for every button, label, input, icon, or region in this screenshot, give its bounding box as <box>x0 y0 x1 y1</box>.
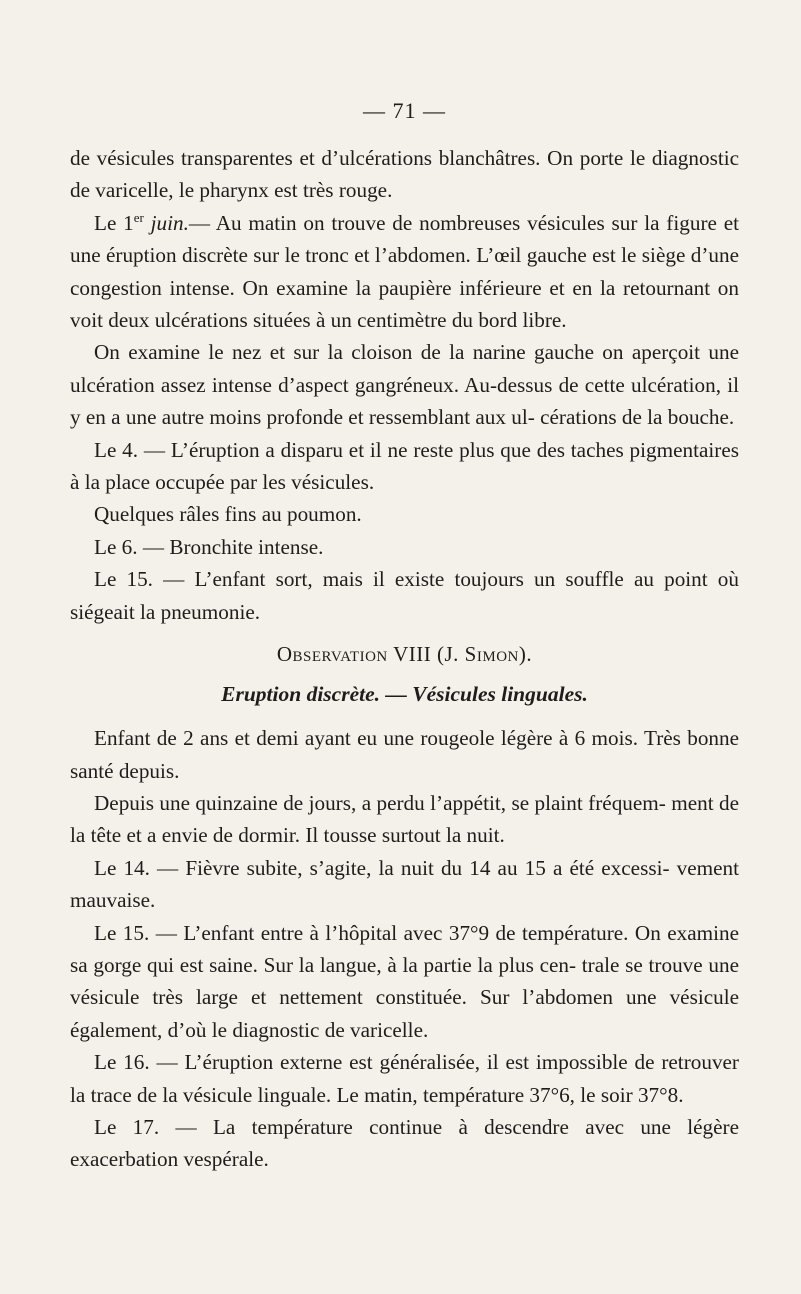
paragraph-day-14: Le 14. — Fièvre subite, s’agite, la nuit du 14 au 15 a été excessi- vement mauvaise. <box>70 855 739 913</box>
paragraph-day-4: Le 4. — L’éruption a disparu et il ne reste plus que des taches pigmentaires à la place occupée par les vésicules. <box>70 437 739 495</box>
date-day: 1 <box>123 210 134 235</box>
paragraph-day-6: Le 6. — Bronchite intense. <box>94 534 324 559</box>
paragraph-day-15: Le 15. — L’enfant sort, mais il existe toujours un souffle au point où siégeait la pneumonie. <box>70 567 739 624</box>
observation-subtitle: Eruption discrète. — Vésicules linguales. <box>221 682 588 707</box>
paragraph-day-17: Le 17. — La température continue à descendre avec une légère exacerbation vespérale. <box>70 1114 739 1172</box>
paragraph-continuation: de vésicules transparentes et d’ulcérations blanchâtres. On porte le diagnostic de varicelle, le pharynx est très rouge. <box>70 146 739 203</box>
paragraph-rales: Quelques râles fins au poumon. <box>94 502 362 527</box>
paragraph-day-15-admission: Le 15. — L’enfant entre à l’hôpital avec 37°9 de température. On examine sa gorge qui est saine. Sur la langue, à la partie la plus cen- trale se trouve une vésicule très large et nettement constituée. Sur l’abdomen une vésicule également, d’où le diagnostic de varicelle. <box>70 920 739 1042</box>
paragraph-symptoms: Depuis une quinzaine de jours, a perdu l’appétit, se plaint fréquem- ment de la tête et a envie de dormir. Il tousse surtout la nuit. <box>70 790 739 848</box>
paragraph-june-first-text: — Au matin on trouve de nombreuses vésicules sur la figure et une éruption discrète sur le tronc et l’abdomen. L’œil gauche est le siège d’une congestion intense. On examine la paupière inférieure et en la retournant on voit deux ulcérations situées à un centimètre du bord libre. <box>70 210 739 333</box>
observation-title: Observation VIII (J. Simon). <box>276 642 533 667</box>
date-month: juin. <box>143 210 189 235</box>
paragraph-day-16: Le 16. — L’éruption externe est généralisée, il est impossible de retrouver la trace de la vésicule linguale. Le matin, température 37°6, le soir 37°8. <box>70 1050 739 1107</box>
paragraph-history: Enfant de 2 ans et demi ayant eu une rougeole légère à 6 mois. Très bonne santé depuis. <box>70 726 739 783</box>
page-number: — 71 — <box>363 98 446 123</box>
date-ordinal: er <box>133 209 144 225</box>
paragraph-nose-exam: On examine le nez et sur la cloison de la narine gauche on aperçoit une ulcération assez intense d’aspect gangréneux. Au-dessus de cette ulcération, il y en a une autre moins profonde et ressemblant aux ul- cérations de la bouche. <box>70 340 739 430</box>
paragraph-june-first: Le 1er juin.— Au matin on trouve de nombreuses vésicules sur la figure et une éruption discrète sur le tronc et l’abdomen. L’œil gauche est le siège d’une congestion intense. On examine la paupière inférieure et en la retournant on voit deux ulcérations situées à un centimètre du bord libre. <box>70 209 739 333</box>
